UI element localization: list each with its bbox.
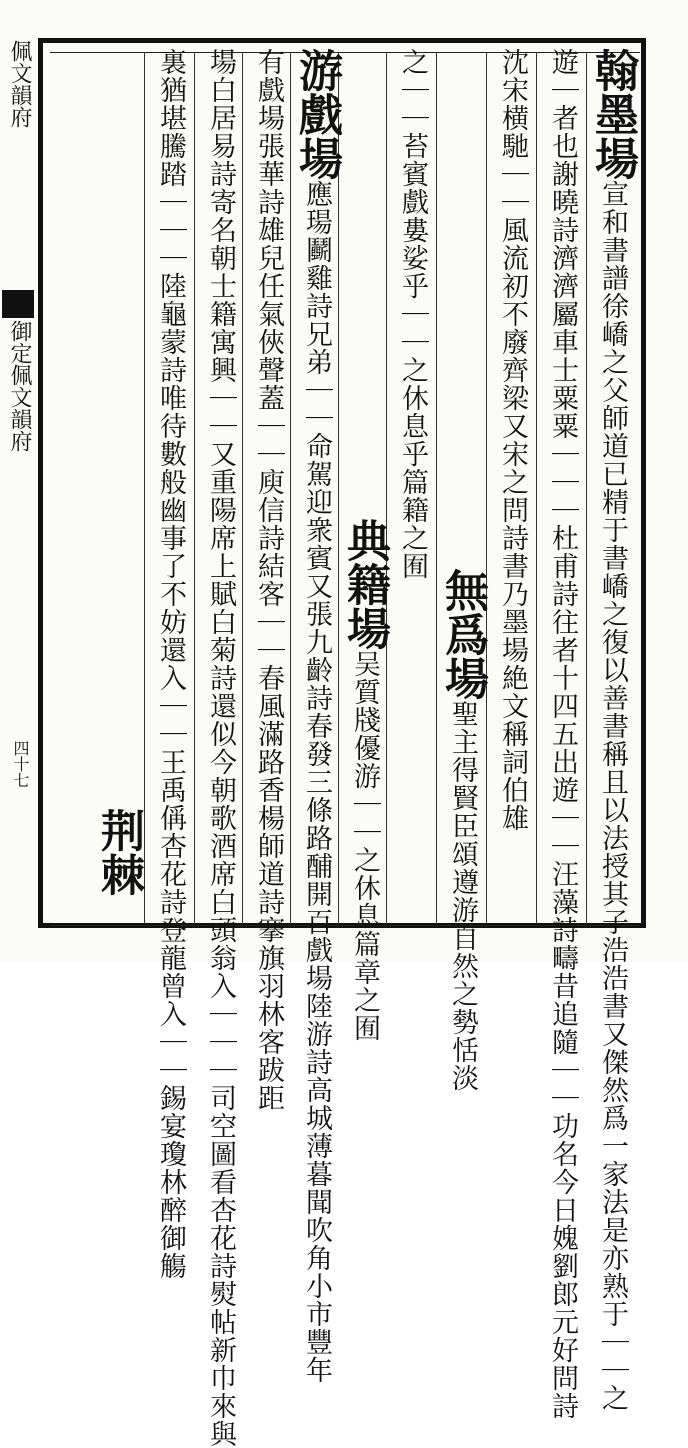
folio-number: 四十七 (11, 740, 30, 788)
entry-text: 宣和書譜徐嶠之父師道已精于書嶠之復以善書稱且以法授其子浩浩書又傑然爲一家法是亦熟于｜｜之 (597, 180, 628, 1412)
column-rule (536, 52, 537, 924)
column-rule (486, 52, 487, 924)
entry-text: 之｜｜苔賓戲婁娑乎｜｜之休息乎篇籍之囿 (397, 48, 428, 580)
entry-heading: 荆棘 (93, 808, 144, 896)
entry-text: 遊｜者也謝曉詩濟濟屬車士粟粟｜｜｜杜甫詩往者十四五出遊｜｜汪藻詩疇昔追隨｜｜功名今日媿劉郎元好問詩 (547, 48, 578, 1420)
text-column (339, 48, 390, 1042)
entry-heading: 典籍場 (339, 518, 390, 650)
entry-text: 聖主得賢臣頌遵游自然之勢恬淡 (447, 700, 478, 1092)
column-rule (386, 52, 387, 924)
column-rule (194, 52, 195, 924)
text-column (490, 48, 534, 908)
entry-heading: 游戲場 (291, 48, 342, 180)
column-rule (242, 52, 243, 924)
column-rule (338, 52, 339, 924)
entry-text: 有戲場張華詩雄兒任氣俠聲蓋｜｜庾信詩結客｜｜春風滿路香楊師道詩搴旗羽林客跋距 (253, 48, 284, 1112)
entry-text: 應瑒鬬雞詩兄弟｜｜命駕迎衆賓又張九齡詩春發三條路酺開百戲場陸游詩高城薄暮聞吹角小市豐年 (301, 180, 332, 1384)
text-column (291, 48, 342, 1384)
text-column (93, 48, 144, 908)
entry-text: 場白居易詩寄名朝士籍寓興｜｜又重陽席上賦白菊詩還似今朝歌酒席白頭翁入｜｜｜司空圖看杏花詩熨帖新巾來與 (205, 48, 236, 1448)
column-rule (586, 52, 587, 924)
text-column (540, 48, 584, 1420)
entry-text: 吴質牋優游｜｜之休息篇章之囿 (349, 650, 380, 1042)
column-rule (290, 52, 291, 924)
entry-text: 沈宋横馳｜｜風流初不廢齊梁又宋之問詩書乃墨場絶文稱詞伯雄 (497, 48, 528, 832)
entry-heading: 無爲場 (437, 568, 488, 700)
entry-heading: 翰墨場 (587, 48, 638, 180)
column-rule (144, 52, 145, 924)
text-column (437, 48, 488, 1092)
text-column (390, 48, 434, 908)
text-column (198, 48, 242, 1448)
text-column (246, 48, 290, 1112)
entry-text: 裏猶堪騰踏｜｜｜陸龜蒙詩唯待數般幽事了不妨還入｜｜王禹偁杏花詩登龍曾入｜｜錫宴瓊林醉御觴 (155, 48, 186, 1280)
text-column (587, 48, 638, 1412)
column-rule (436, 52, 437, 924)
text-column (148, 48, 192, 1280)
side-margin-title: 御定佩文韻府 (7, 320, 32, 452)
side-margin-bar (2, 290, 34, 318)
side-margin-top: 佩文韻府 (7, 40, 32, 128)
